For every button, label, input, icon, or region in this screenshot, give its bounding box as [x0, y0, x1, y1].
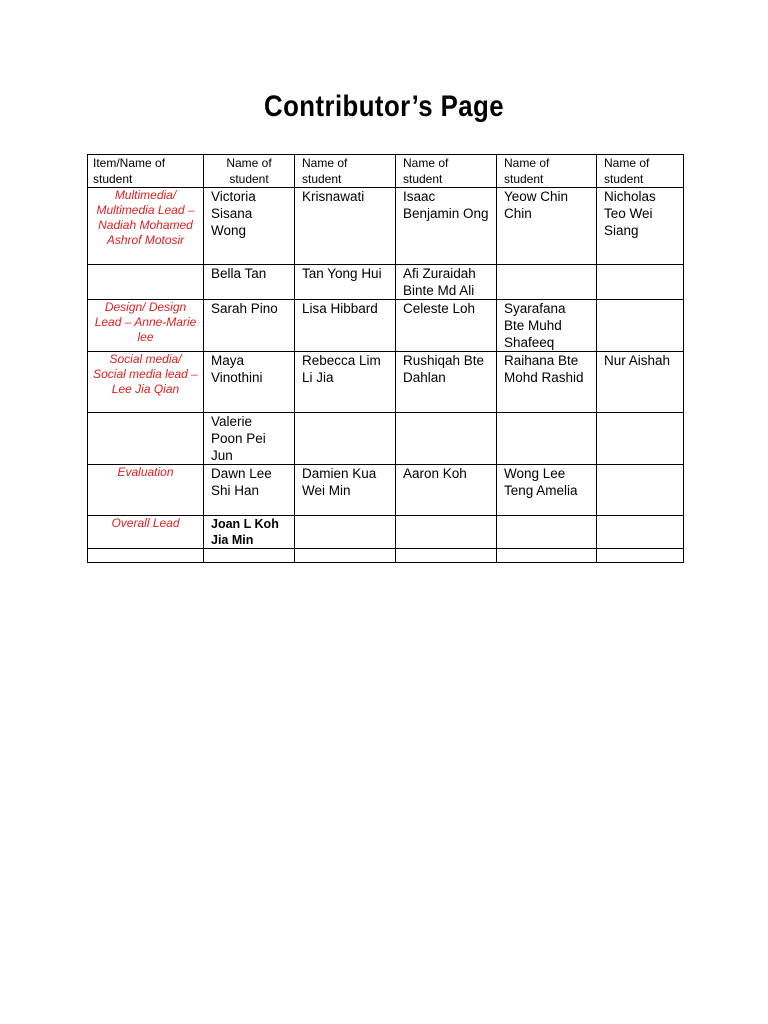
student-name-cell	[295, 516, 396, 549]
role-cell: Evaluation	[88, 465, 204, 516]
column-header-name-3: Name of student	[396, 155, 497, 188]
student-name-cell	[497, 413, 597, 465]
student-name-cell: Valerie Poon Pei Jun	[204, 413, 295, 465]
student-name-cell	[597, 265, 684, 300]
role-cell	[88, 413, 204, 465]
role-cell	[88, 549, 204, 563]
role-cell	[88, 265, 204, 300]
column-header-name-2: Name of student	[295, 155, 396, 188]
student-name-cell: Krisnawati	[295, 188, 396, 265]
student-name-cell: Lisa Hibbard	[295, 300, 396, 352]
table-row-multimedia-extra	[88, 265, 684, 300]
student-name-cell: Nur Aishah	[597, 352, 684, 413]
student-name-cell: Syarafana Bte Muhd Shafeeq	[497, 300, 597, 352]
student-name-cell: Aaron Koh	[396, 465, 497, 516]
student-name-cell	[497, 516, 597, 549]
student-name-cell: Wong Lee Teng Amelia	[497, 465, 597, 516]
student-name-cell: Dawn Lee Shi Han	[204, 465, 295, 516]
student-name-cell: Rebecca Lim Li Jia	[295, 352, 396, 413]
column-header-name-1: Name of student	[204, 155, 295, 188]
student-name-cell: Sarah Pino	[204, 300, 295, 352]
student-name-cell: Celeste Loh	[396, 300, 497, 352]
student-name-cell: Raihana Bte Mohd Rashid	[497, 352, 597, 413]
table-row-social-media	[88, 352, 684, 413]
student-name-cell: Afi Zuraidah Binte Md Ali	[396, 265, 497, 300]
column-header-item: Item/Name of student	[88, 155, 204, 188]
student-name-cell	[597, 516, 684, 549]
role-cell: Design/ Design Lead – Anne-Marie lee	[88, 300, 204, 352]
role-cell: Overall Lead	[88, 516, 204, 549]
student-name-cell	[497, 265, 597, 300]
column-header-name-5: Name of student	[597, 155, 684, 188]
student-name-cell	[396, 516, 497, 549]
contributors-table	[87, 154, 684, 563]
student-name-cell	[295, 413, 396, 465]
student-name-cell	[597, 300, 684, 352]
table-row-design	[88, 300, 684, 352]
student-name-cell	[204, 549, 295, 563]
student-name-cell	[597, 413, 684, 465]
student-name-cell: Joan L Koh Jia Min	[204, 516, 295, 549]
student-name-cell: Isaac Benjamin Ong	[396, 188, 497, 265]
table-header-row	[88, 155, 684, 188]
student-name-cell	[497, 549, 597, 563]
student-name-cell	[295, 549, 396, 563]
table-row-overall-lead	[88, 516, 684, 549]
student-name-cell: Maya Vinothini	[204, 352, 295, 413]
student-name-cell: Tan Yong Hui	[295, 265, 396, 300]
student-name-cell	[597, 465, 684, 516]
student-name-cell: Bella Tan	[204, 265, 295, 300]
table-row-blank	[88, 549, 684, 563]
student-name-cell: Nicholas Teo Wei Siang	[597, 188, 684, 265]
student-name-cell: Victoria Sisana Wong	[204, 188, 295, 265]
student-name-cell	[396, 549, 497, 563]
student-name-cell: Damien Kua Wei Min	[295, 465, 396, 516]
student-name-cell: Rushiqah Bte Dahlan	[396, 352, 497, 413]
column-header-name-4: Name of student	[497, 155, 597, 188]
table-row-multimedia	[88, 188, 684, 265]
role-cell: Social media/ Social media lead – Lee Jia Qian	[88, 352, 204, 413]
student-name-cell	[597, 549, 684, 563]
table-row-evaluation	[88, 465, 684, 516]
page-title: Contributor’s Page	[264, 90, 504, 123]
role-cell: Multimedia/ Multimedia Lead – Nadiah Mohamed Ashrof Motosir	[88, 188, 204, 265]
student-name-cell: Yeow Chin Chin	[497, 188, 597, 265]
student-name-cell	[396, 413, 497, 465]
table-row-social-media-extra	[88, 413, 684, 465]
